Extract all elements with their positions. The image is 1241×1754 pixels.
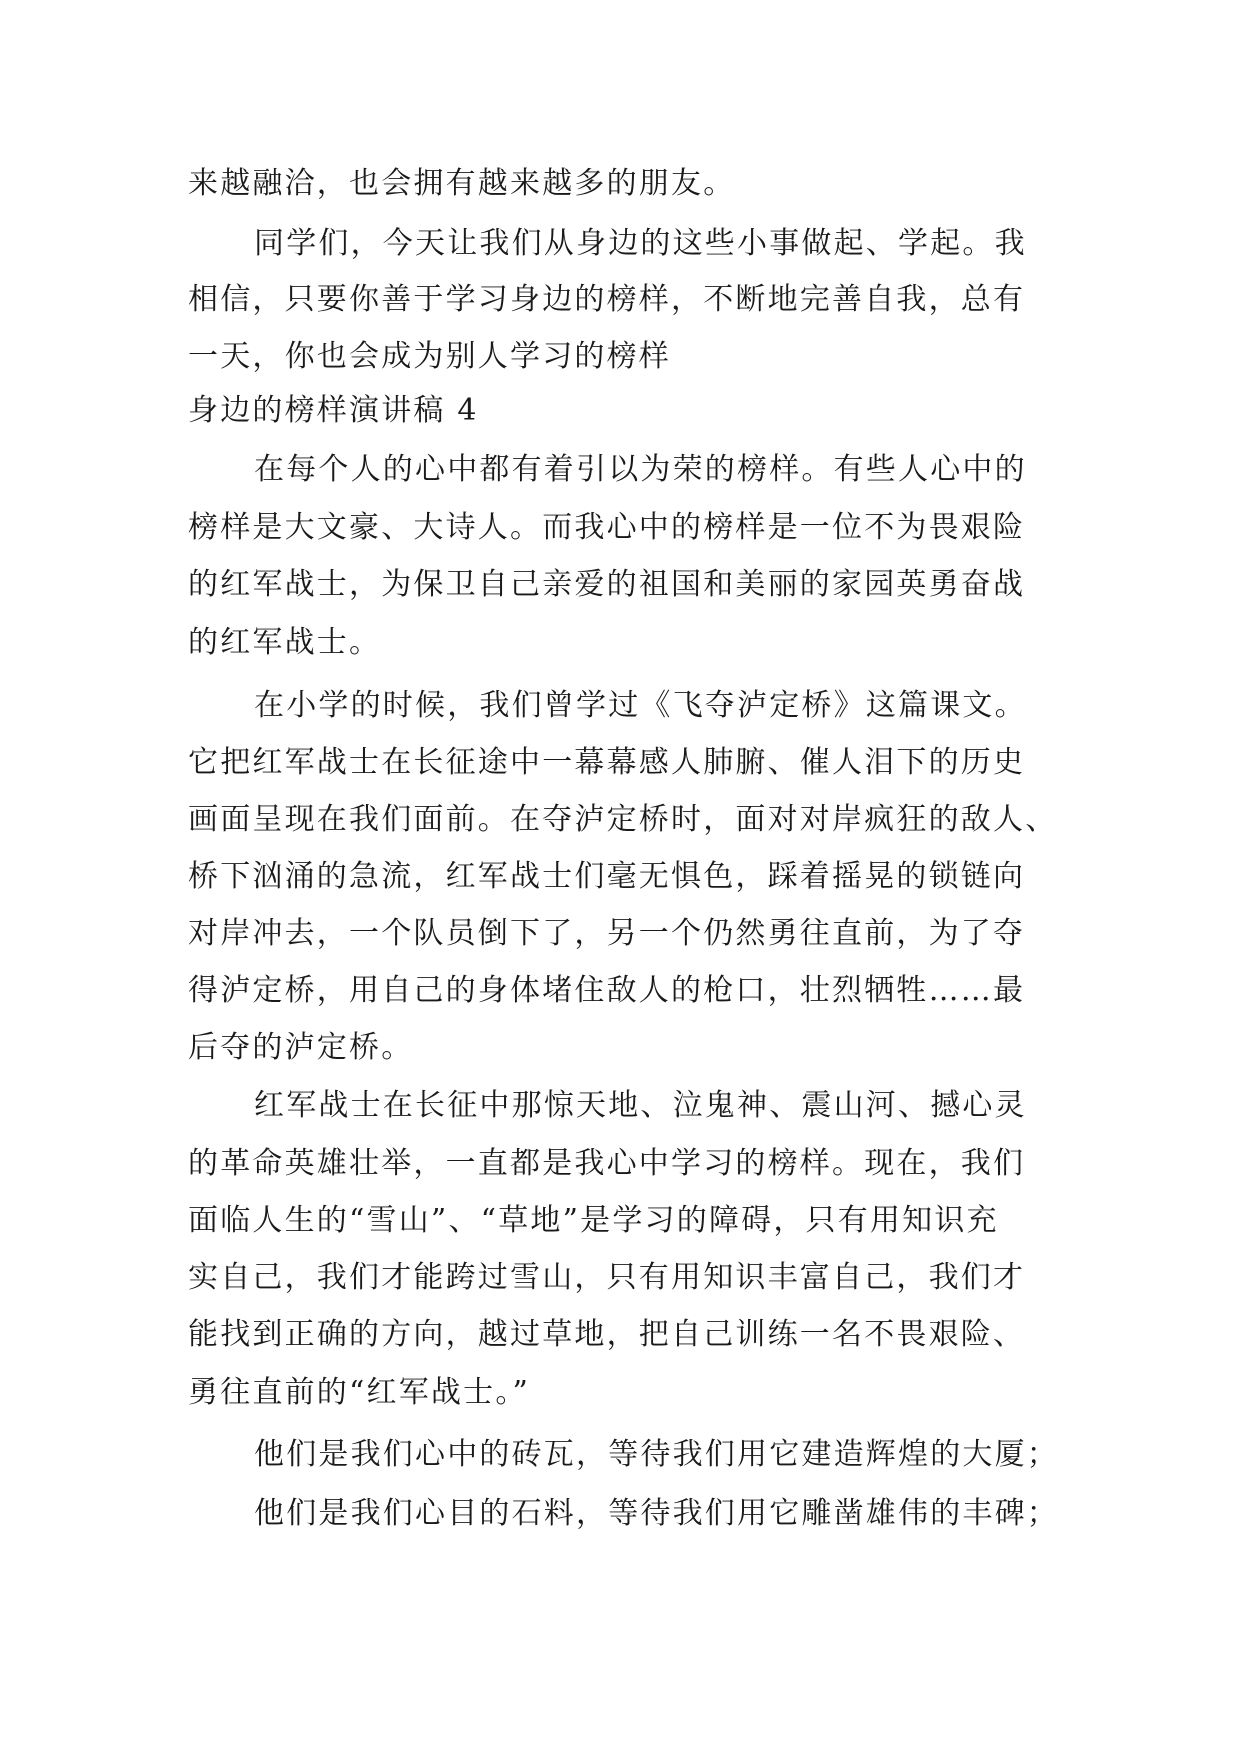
- text-line: 面临人生的“雪山”、“草地”是学习的障碍，只有用知识充: [188, 1203, 999, 1238]
- text-line: 榜样是大文豪、大诗人。而我心中的榜样是一位不为畏艰险: [188, 510, 1026, 545]
- section-heading: 身边的榜样演讲稿 4: [188, 393, 479, 428]
- text-line: 它把红军战士在长征途中一幕幕感人肺腑、催人泪下的历史: [188, 745, 1026, 780]
- text-line: 一天，你也会成为别人学习的榜样: [188, 339, 671, 374]
- text-line: 后夺的泸定桥。: [188, 1030, 414, 1065]
- text-line: 画面呈现在我们面前。在夺泸定桥时，面对对岸疯狂的敌人、: [188, 802, 1058, 837]
- text-line: 的红军战士。: [188, 625, 382, 660]
- text-line: 来越融洽，也会拥有越来越多的朋友。: [188, 166, 736, 201]
- text-line: 的革命英雄壮举，一直都是我心中学习的榜样。现在，我们: [188, 1146, 1026, 1181]
- paragraph-first-line: 他们是我们心中的砖瓦，等待我们用它建造辉煌的大厦；: [254, 1437, 1059, 1472]
- text-line: 实自己，我们才能跨过雪山，只有用知识丰富自己，我们才: [188, 1260, 1026, 1295]
- paragraph-first-line: 在每个人的心中都有着引以为荣的榜样。有些人心中的: [254, 452, 1027, 487]
- text-line: 得泸定桥，用自己的身体堵住敌人的枪口，壮烈牺牲……最: [188, 973, 1026, 1008]
- text-line: 相信，只要你善于学习身边的榜样，不断地完善自我，总有: [188, 282, 1026, 317]
- paragraph-first-line: 他们是我们心目的石料，等待我们用它雕凿雄伟的丰碑；: [254, 1496, 1059, 1531]
- text-line: 的红军战士，为保卫自己亲爱的祖国和美丽的家园英勇奋战: [188, 567, 1026, 602]
- paragraph-first-line: 在小学的时候，我们曾学过《飞夺泸定桥》这篇课文。: [254, 688, 1027, 723]
- text-line: 能找到正确的方向，越过草地，把自己训练一名不畏艰险、: [188, 1317, 1026, 1352]
- paragraph-first-line: 红军战士在长征中那惊天地、泣鬼神、震山河、撼心灵: [254, 1088, 1027, 1123]
- text-line: 对岸冲去，一个队员倒下了，另一个仍然勇往直前，为了夺: [188, 916, 1026, 951]
- paragraph-first-line: 同学们，今天让我们从身边的这些小事做起、学起。我: [254, 226, 1027, 261]
- text-line: 桥下汹涌的急流，红军战士们毫无惧色，踩着摇晃的锁链向: [188, 859, 1026, 894]
- text-line: 勇往直前的“红军战士。”: [188, 1375, 531, 1410]
